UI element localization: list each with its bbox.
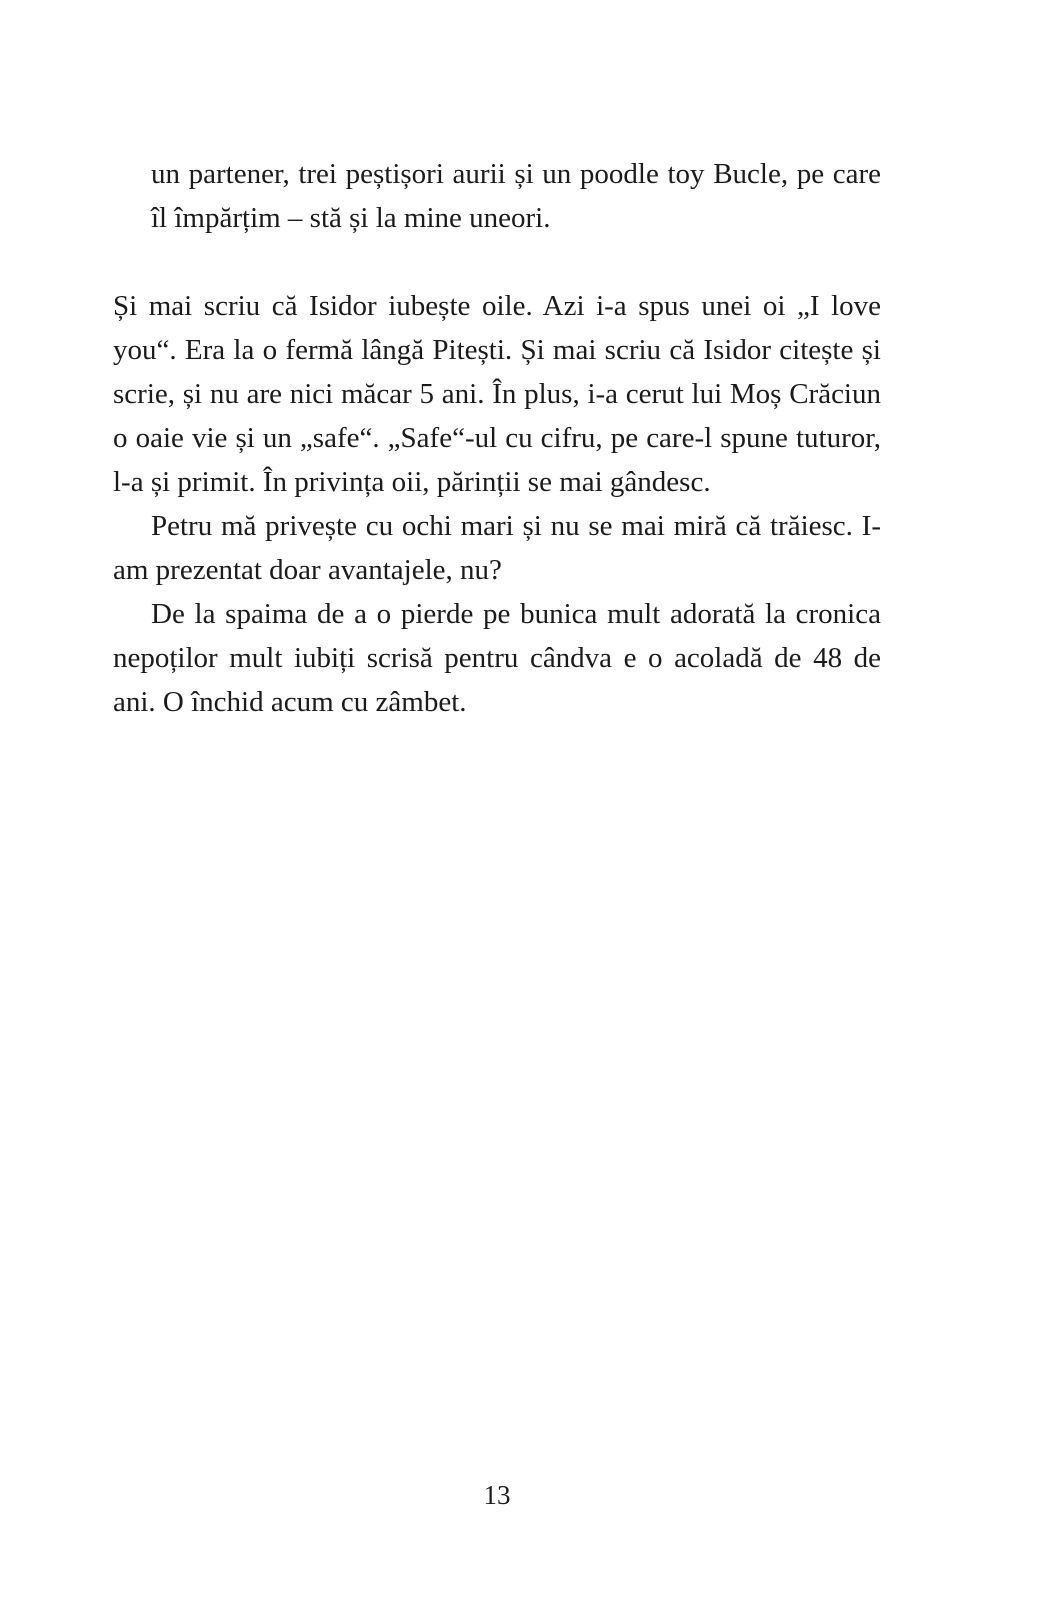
body-paragraph: Petru mă privește cu ochi mari și nu se mai miră că trăiesc. I-am prezentat doar avantajele, nu? [113,510,881,586]
quote-continuation-paragraph: un partener, trei peștișori aurii și un poodle toy Bucle, pe care îl împărțim – stă și la mine uneori. [151,158,881,234]
page-number: 13 [483,1480,511,1510]
text-block [113,152,881,724]
body-paragraph: Și mai scriu că Isidor iubește oile. Azi i-a spus unei oi „I love you“. Era la o fermă lângă Pitești. Și mai scriu că Isidor citește și scrie, și nu are nici măcar 5 ani. În plus, i-a cerut lui Moș Crăciun o oaie vie și un „safe“. „Safe“-ul cu cifru, pe care-l spune tuturor, l-a și primit. În privința oii, părinții se mai gândesc. [113,290,881,498]
body-paragraph: De la spaima de a o pierde pe bunica mult adorată la cronica nepoților mult iubiți scrisă pentru cândva e o acoladă de 48 de ani. O închid acum cu zâmbet. [113,598,881,718]
